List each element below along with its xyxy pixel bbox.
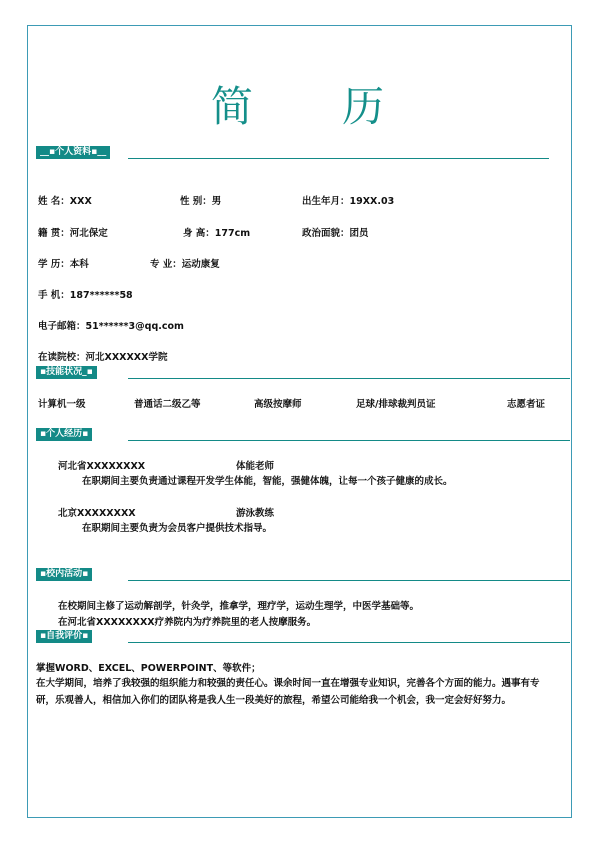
self-eval-paragraph: 在大学期间，培养了我较强的组织能力和较强的责任心。课余时间一直在增强专业知识，完善各个方面的能力。遇事有专研，乐观善人，相信加入你们的团队将是我人生一段美好的旅程，希望公司能给我一个机会，我一定会好好努力。	[36, 678, 540, 706]
skill-item: 志愿者证	[507, 399, 546, 410]
campus-item: 在河北省XXXXXXXX疗养院内为疗养院里的老人按摩服务。	[58, 617, 317, 628]
skill-item: 普通话二级乙等	[134, 399, 201, 410]
section-header-skills	[36, 366, 570, 380]
field-email: 电子邮箱：51******3@qq.com	[38, 321, 184, 332]
section-header-personal	[36, 146, 550, 160]
section-header-campus	[36, 568, 570, 582]
section-divider	[128, 378, 570, 379]
experience-role: 游泳教练	[236, 508, 275, 519]
field-major: 专 业：运动康复	[150, 259, 220, 270]
section-divider	[128, 642, 570, 643]
experience-role: 体能老师	[236, 461, 275, 472]
section-tab-campus: ▪校内活动▪	[36, 568, 92, 581]
field-birth: 出生年月：19XX.03	[302, 196, 395, 207]
field-political: 政治面貌：团员	[302, 228, 369, 239]
field-height: 身 高：177cm	[183, 228, 251, 239]
campus-item: 在校期间主修了运动解剖学，针灸学，推拿学，理疗学，运动生理学，中医学基础等。	[58, 601, 420, 612]
field-native: 籍 贯：河北保定	[38, 228, 108, 239]
section-header-experience	[36, 428, 570, 442]
experience-desc: 在职期间主要负责通过课程开发学生体能，智能，强健体魄，让每一个孩子健康的成长。	[82, 476, 453, 487]
self-eval-skills: 掌握WORD、EXCEL、POWERPOINT、等软件；	[36, 663, 261, 674]
section-divider	[128, 580, 570, 581]
skill-item: 高级按摩师	[254, 399, 302, 410]
section-tab-self-eval: ▪自我评价▪	[36, 630, 92, 643]
section-tab-personal: __▪个人资料▪__	[36, 146, 110, 159]
skill-item: 足球/排球裁判员证	[356, 399, 436, 410]
field-school: 在读院校：河北XXXXXX学院	[38, 352, 168, 363]
section-tab-experience: ▪个人经历▪	[36, 428, 92, 441]
experience-org: 河北省XXXXXXXX	[58, 461, 146, 472]
section-divider	[128, 158, 549, 159]
field-education: 学 历：本科	[38, 259, 89, 270]
field-name: 姓 名：XXX	[38, 196, 92, 207]
skill-item: 计算机一级	[38, 399, 86, 410]
section-header-self-eval	[36, 630, 570, 644]
experience-org: 北京XXXXXXXX	[58, 508, 136, 519]
field-phone: 手 机：187******58	[38, 290, 133, 301]
field-gender: 性 别：男	[180, 196, 222, 207]
section-tab-skills: ▪技能状况_▪	[36, 366, 97, 379]
experience-desc: 在职期间主要负责为会员客户提供技术指导。	[82, 523, 273, 534]
resume-title: 简 历	[210, 82, 423, 131]
section-divider	[128, 440, 570, 441]
